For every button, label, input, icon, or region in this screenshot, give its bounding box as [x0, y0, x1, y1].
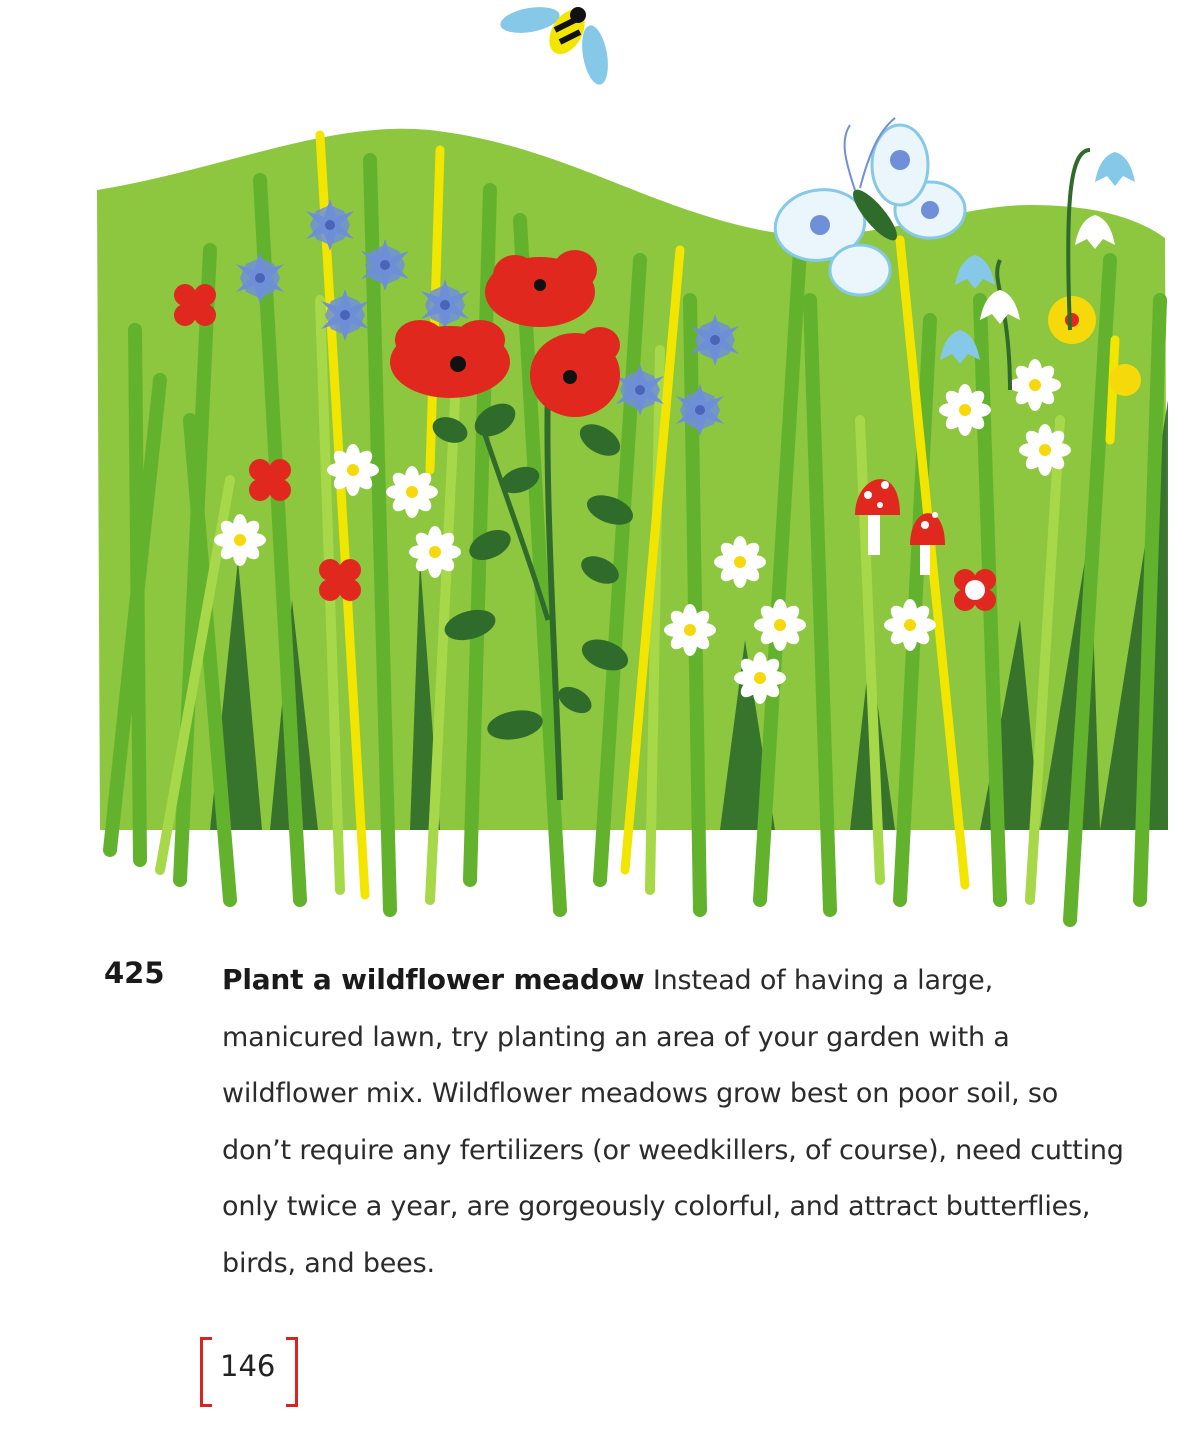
entry-number: 425	[104, 956, 165, 990]
page-number-right-bracket	[286, 1337, 298, 1407]
page-number-text: 146	[220, 1349, 276, 1383]
page-number	[200, 1337, 300, 1409]
entry-text	[222, 952, 1132, 1292]
entry-title: Plant a wildflower meadow	[222, 963, 645, 996]
entry-body: Instead of having a large, manicured lawn, try planting an area of your garden with a wildflower mix. Wildflower meadows grow best on poor soil, so don’t require any fertilizers (or weedkillers, of course), need cutting only twice a year, are gorgeously colorful, and attract butterflies, birds, and bees.	[222, 965, 1124, 1279]
bee	[498, 3, 612, 87]
page-number-left-bracket	[200, 1337, 212, 1407]
